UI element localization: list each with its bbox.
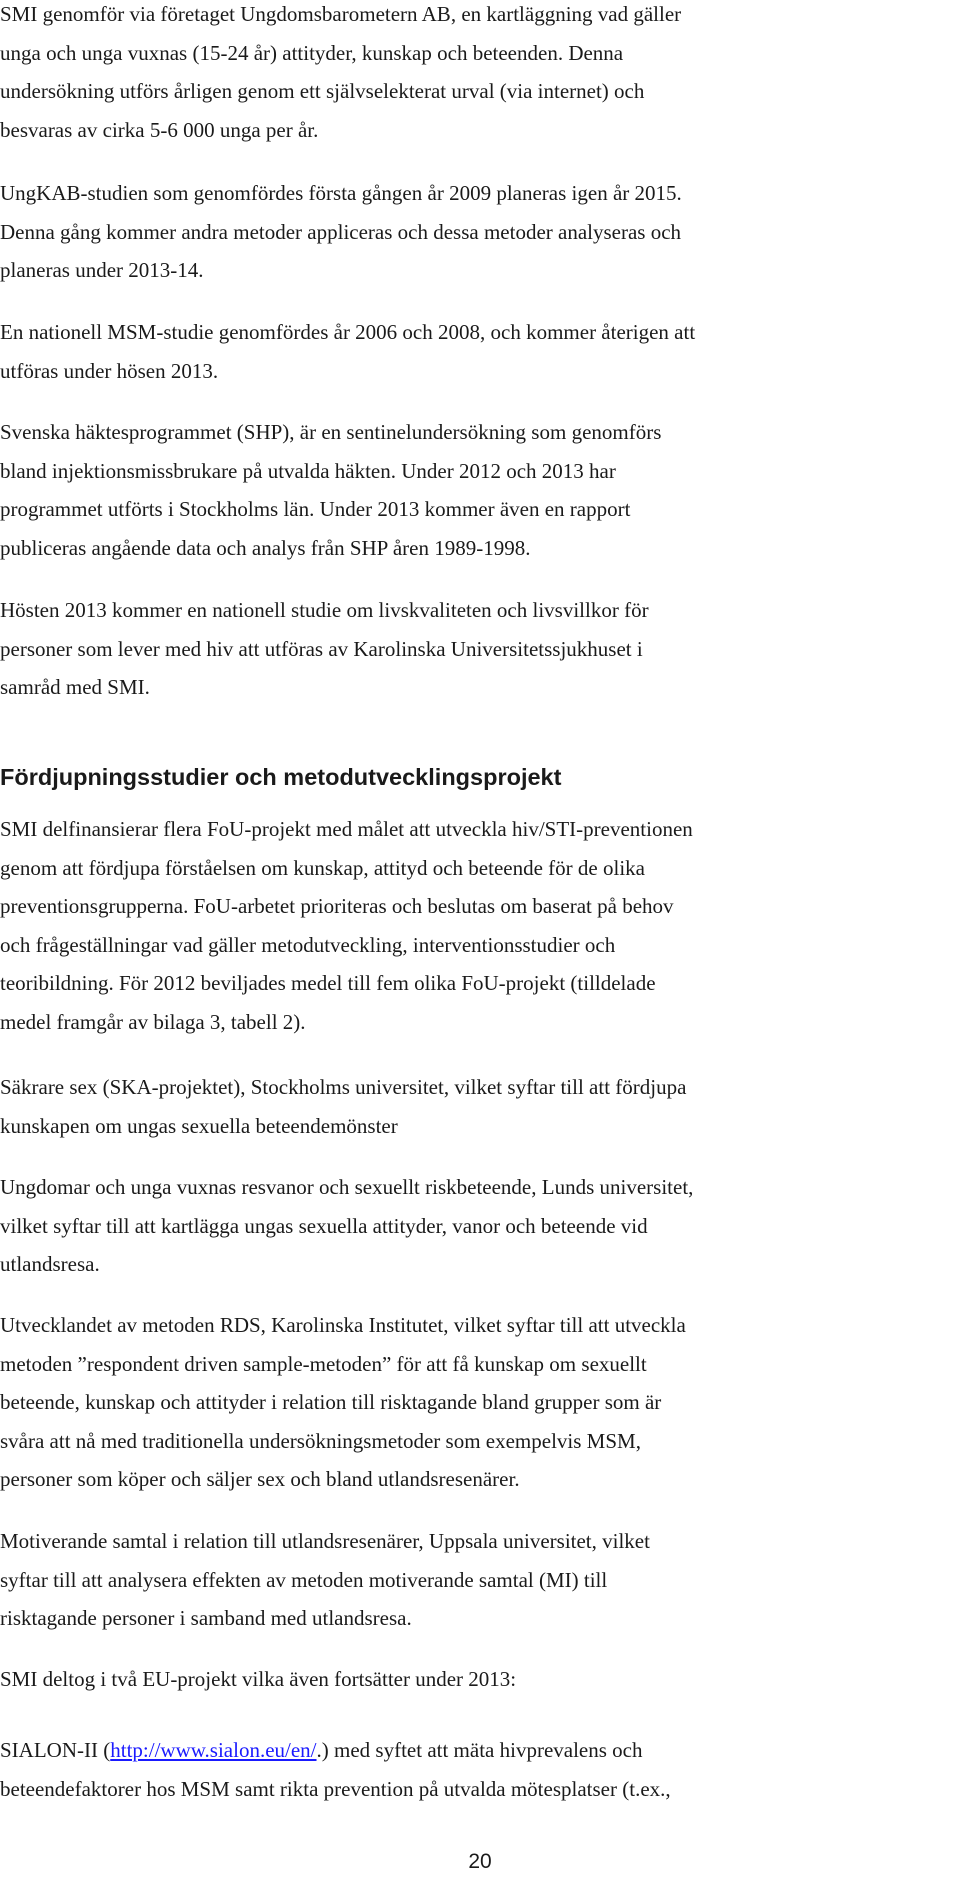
paragraph-fou-projekt — [0, 810, 693, 1041]
paragraph-livskvalitet — [0, 591, 649, 707]
paragraph-resvanor — [0, 1168, 693, 1284]
text-line: medel framgår av bilaga 3, tabell 2). — [0, 1009, 306, 1034]
text-line: genom att fördjupa förståelsen om kunskap, attityd och beteende för de olika — [0, 855, 645, 880]
paragraph-rds — [0, 1306, 686, 1499]
paragraph-eu-projekt — [0, 1660, 516, 1699]
text-line: utföras under hösen 2013. — [0, 358, 219, 383]
text-line: preventionsgrupperna. FoU-arbetet prioriteras och beslutas om baserat på behov — [0, 894, 674, 918]
sialon-link[interactable]: http://www.sialon.eu/en/ — [110, 1738, 317, 1762]
text-line: publiceras angående data och analys från SHP åren 1989-1998. — [0, 535, 531, 560]
paragraph-ska-projektet — [0, 1068, 686, 1145]
text-line: syftar till att analysera effekten av metoden motiverande samtal (MI) till — [0, 1567, 608, 1592]
text-line: bland injektionsmissbrukare på utvalda häkten. Under 2012 och 2013 har — [0, 458, 616, 483]
text-line: samråd med SMI. — [0, 675, 150, 699]
sialon-prefix: SIALON-II ( — [0, 1738, 111, 1762]
text-line: beteende, kunskap och attityder i relation till risktagande bland grupper som är — [0, 1390, 662, 1414]
text-line: SMI deltog i två EU-projekt vilka även fortsätter under 2013: — [0, 1667, 517, 1691]
paragraph-ungkab — [0, 174, 682, 290]
text-line: besvaras av cirka 5-6 000 unga per år. — [0, 117, 319, 142]
sialon-suffix: .) med syftet att mäta hivprevalens och — [316, 1738, 643, 1762]
paragraph-sialon — [0, 1731, 671, 1808]
paragraph-msm-studie — [0, 313, 695, 390]
text-line: programmet utförts i Stockholms län. Under 2013 kommer även en rapport — [0, 497, 631, 521]
section-heading: Fördjupningsstudier och metodutvecklingsprojekt — [0, 764, 562, 790]
text-line — [0, 1731, 671, 1770]
text-line: beteendefaktorer hos MSM samt rikta prevention på utvalda mötesplatser (t.ex., — [0, 1776, 671, 1801]
text-line: undersökning utförs årligen genom ett självselekterat urval (via internet) och — [0, 79, 645, 103]
paragraph-haktesprogrammet — [0, 413, 661, 567]
page-number: 20 — [468, 1850, 492, 1873]
text-line: svåra att nå med traditionella undersökningsmetoder som exempelvis MSM, — [0, 1428, 641, 1453]
text-line: risktagande personer i samband med utlandsresa. — [0, 1606, 412, 1630]
text-line: Denna gång kommer andra metoder appliceras och dessa metoder analyseras och — [0, 219, 682, 244]
text-line: Svenska häktesprogrammet (SHP), är en sentinelundersökning som genomförs — [0, 420, 662, 444]
text-line: utlandsresa. — [0, 1252, 100, 1276]
paragraph-ungdomsbarometern — [0, 0, 681, 149]
text-line: En nationell MSM-studie genomfördes år 2006 och 2008, och kommer återigen att — [0, 320, 696, 344]
text-line: Säkrare sex (SKA-projektet), Stockholms universitet, vilket syftar till att fördjupa — [0, 1075, 687, 1099]
text-line: Utvecklandet av metoden RDS, Karolinska Institutet, vilket syftar till att utveckla — [0, 1313, 686, 1337]
text-line: unga och unga vuxnas (15-24 år) attityder, kunskap och beteenden. Denna — [0, 40, 624, 65]
text-line: SMI genomför via företaget Ungdomsbarometern AB, en kartläggning vad gäller — [0, 2, 682, 26]
text-line: vilket syftar till att kartlägga ungas sexuella attityder, vanor och beteende vid — [0, 1213, 648, 1238]
text-line: Hösten 2013 kommer en nationell studie om livskvaliteten och livsvillkor för — [0, 598, 649, 622]
text-line: kunskapen om ungas sexuella beteendemönster — [0, 1113, 398, 1138]
text-line: Motiverande samtal i relation till utlandsresenärer, Uppsala universitet, vilket — [0, 1529, 650, 1553]
text-line: metoden ”respondent driven sample-metoden” för att få kunskap om sexuellt — [0, 1351, 647, 1376]
paragraph-motiverande-samtal — [0, 1522, 650, 1638]
text-line: teoribildning. För 2012 beviljades medel till fem olika FoU-projekt (tilldelade — [0, 971, 656, 995]
text-line: planeras under 2013-14. — [0, 258, 204, 282]
text-line: Ungdomar och unga vuxnas resvanor och sexuellt riskbeteende, Lunds universitet, — [0, 1175, 694, 1199]
text-line: UngKAB-studien som genomfördes första gången år 2009 planeras igen år 2015. — [0, 181, 682, 205]
text-line: personer som lever med hiv att utföras av Karolinska Universitetssjukhuset i — [0, 636, 643, 661]
text-line: SMI delfinansierar flera FoU-projekt med målet att utveckla hiv/STI-preventionen — [0, 817, 693, 841]
text-line: och frågeställningar vad gäller metodutveckling, interventionsstudier och — [0, 932, 616, 957]
text-line: personer som köper och säljer sex och bland utlandsresenärer. — [0, 1467, 520, 1491]
